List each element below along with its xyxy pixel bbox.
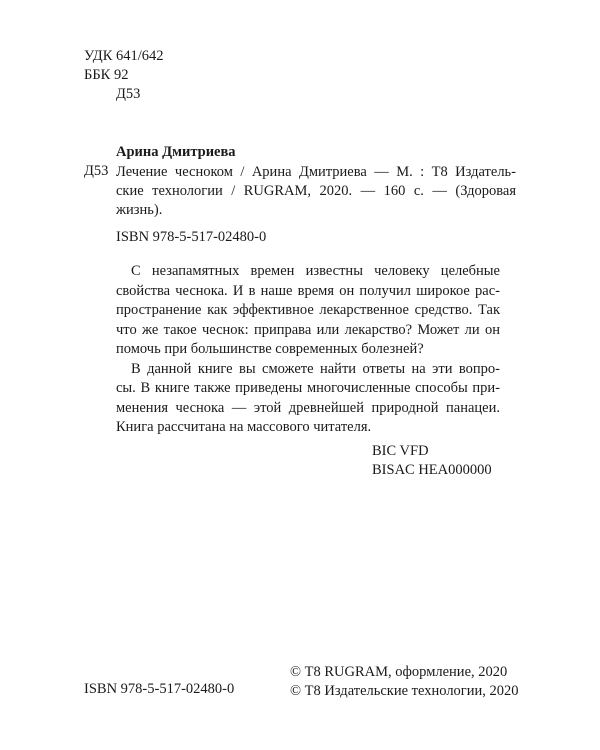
cutter-mark: Д53 bbox=[84, 163, 109, 179]
cutter-code: Д53 bbox=[116, 86, 141, 102]
abstract-line: В данной книге вы сможете найти ответы на эти вопро- bbox=[131, 360, 500, 377]
abstract-paragraph-2 bbox=[116, 360, 500, 438]
abstract-paragraph-1 bbox=[116, 262, 500, 360]
abstract-line: пространение как эффективное лекарственное средство. Так bbox=[116, 302, 500, 318]
bibliographic-line: Лечение чесноком / Арина Дмитриева — М. : Т8 Издатель- bbox=[116, 164, 516, 180]
abstract bbox=[116, 262, 500, 438]
bisac-code: BISAC HEA000000 bbox=[372, 462, 492, 478]
abstract-line: что же такое чеснок: приправа или лекарство? Может ли он bbox=[116, 321, 500, 338]
abstract-line: помочь при большинстве современных болезней? bbox=[116, 341, 424, 357]
classification-block bbox=[84, 47, 164, 104]
author-name: Арина Дмитриева bbox=[116, 144, 236, 160]
abstract-line: Книга рассчитана на массового читателя. bbox=[116, 419, 372, 435]
isbn-top: ISBN 978-5-517-02480-0 bbox=[116, 229, 267, 245]
abstract-line: сы. В книге также приведены многочисленные способы при- bbox=[116, 380, 500, 396]
copyright-line: © Т8 Издательские технологии, 2020 bbox=[290, 683, 519, 699]
abstract-line: свойства чеснока. И в наше время он получил широкое рас- bbox=[116, 282, 500, 299]
abstract-line: менения чеснока — этой древнейшей природной панацеи. bbox=[116, 399, 500, 416]
bic-code: BIC VFD bbox=[372, 443, 429, 459]
isbn-bottom: ISBN 978-5-517-02480-0 bbox=[84, 681, 235, 697]
subject-codes bbox=[372, 442, 492, 480]
copyright-block bbox=[290, 663, 519, 701]
abstract-line: С незапамятных времен известны человеку целебные bbox=[131, 263, 500, 279]
bbk-code: ББК 92 bbox=[84, 67, 129, 83]
bibliographic-line: ские технологии / RUGRAM, 2020. — 160 с. — (Здоровая жизнь). bbox=[116, 183, 516, 218]
copyright-line: © Т8 RUGRAM, оформление, 2020 bbox=[290, 664, 508, 680]
bibliographic-description bbox=[116, 163, 516, 220]
udk-code: УДК 641/642 bbox=[84, 48, 164, 64]
